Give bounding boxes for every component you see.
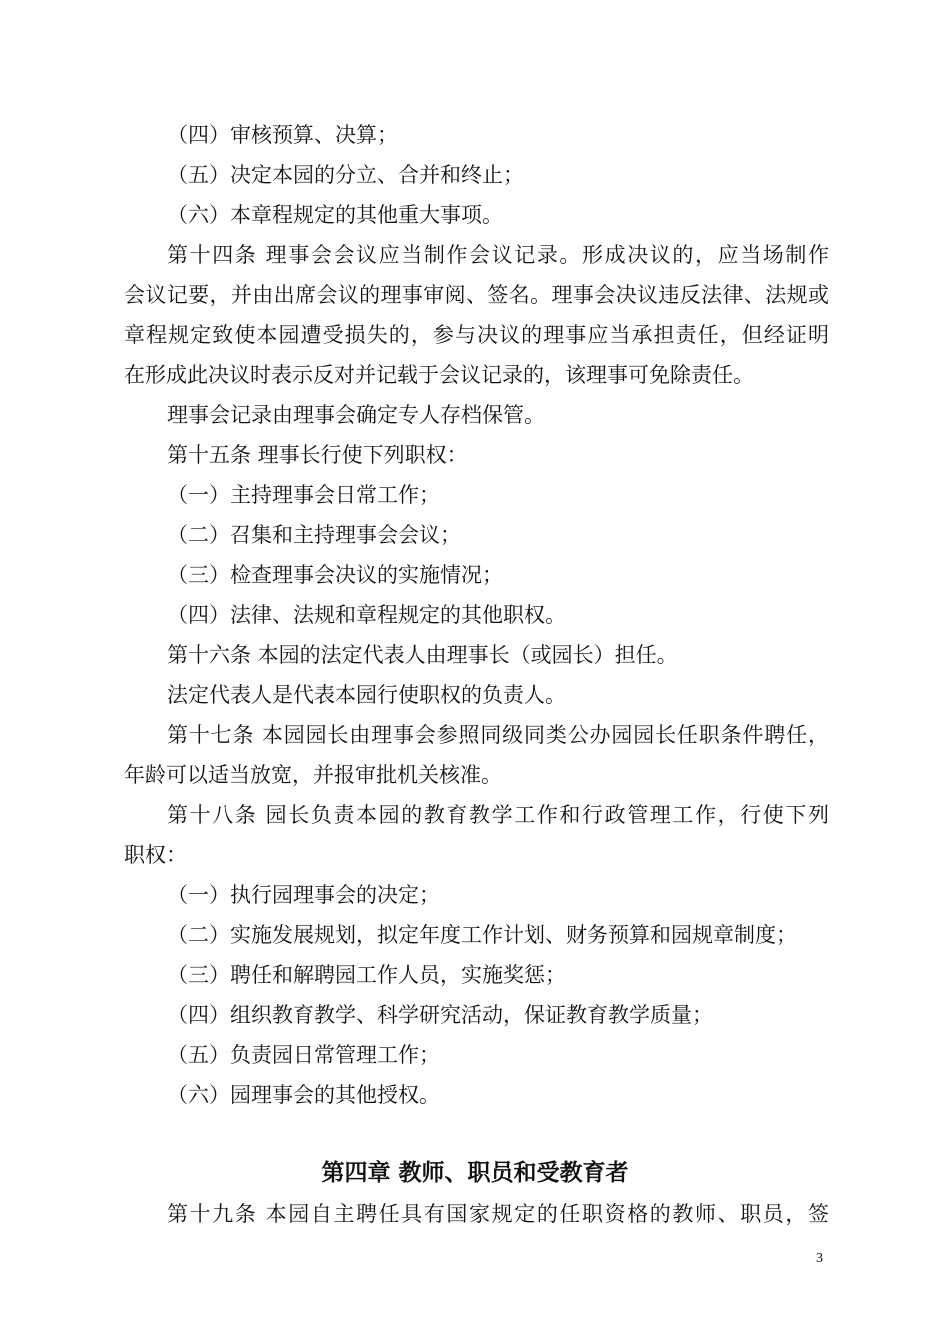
paragraph-line: （四）组织教育教学、科学研究活动，保证教育教学质量； — [167, 1003, 713, 1027]
paragraph-line: 章程规定致使本园遭受损失的，参与决议的理事应当承担责任，但经证明 — [124, 323, 829, 347]
paragraph-line: 第十八条 园长负责本园的教育教学工作和行政管理工作，行使下列 — [167, 803, 829, 827]
paragraph-line: 第十九条 本园自主聘任具有国家规定的任职资格的教师、职员，签 — [167, 1202, 829, 1226]
paragraph-line: （六）本章程规定的其他重大事项。 — [167, 203, 503, 227]
paragraph-line: （五）决定本园的分立、合并和终止； — [167, 163, 524, 187]
paragraph-line: 在形成此决议时表示反对并记载于会议记录的，该理事可免除责任。 — [124, 363, 754, 387]
paragraph-line: （四）法律、法规和章程规定的其他职权。 — [167, 603, 566, 627]
paragraph-line: （三）检查理事会决议的实施情况； — [167, 563, 503, 587]
paragraph-line: （二）实施发展规划，拟定年度工作计划、财务预算和园规章制度； — [167, 923, 797, 947]
paragraph-line: （四）审核预算、决算； — [167, 123, 398, 147]
paragraph-line: 会议记要，并由出席会议的理事审阅、签名。理事会决议违反法律、法规或 — [124, 283, 829, 307]
paragraph-line: （五）负责园日常管理工作； — [167, 1043, 440, 1067]
paragraph-line: （一）执行园理事会的决定； — [167, 883, 440, 907]
paragraph-line: （三）聘任和解聘园工作人员，实施奖惩； — [167, 963, 566, 987]
chapter-heading: 第四章 教师、职员和受教育者 — [321, 1160, 629, 1186]
paragraph-line: （六）园理事会的其他授权。 — [167, 1083, 440, 1107]
paragraph-line: 第十六条 本园的法定代表人由理事长（或园长）担任。 — [167, 643, 678, 667]
paragraph-line: 第十四条 理事会会议应当制作会议记录。形成决议的，应当场制作 — [167, 243, 829, 267]
page-number: 3 — [816, 1251, 823, 1266]
paragraph-line: 年龄可以适当放宽，并报审批机关核准。 — [124, 763, 502, 787]
paragraph-line: （二）召集和主持理事会会议； — [167, 523, 461, 547]
paragraph-line: 法定代表人是代表本园行使职权的负责人。 — [167, 683, 566, 707]
paragraph-line: （一）主持理事会日常工作； — [167, 483, 440, 507]
paragraph-line: 职权： — [124, 843, 187, 867]
paragraph-line: 第十五条 理事长行使下列职权： — [167, 443, 468, 467]
paragraph-line: 第十七条 本园园长由理事会参照同级同类公办园园长任职条件聘任， — [167, 723, 829, 747]
paragraph-line: 理事会记录由理事会确定专人存档保管。 — [167, 403, 545, 427]
